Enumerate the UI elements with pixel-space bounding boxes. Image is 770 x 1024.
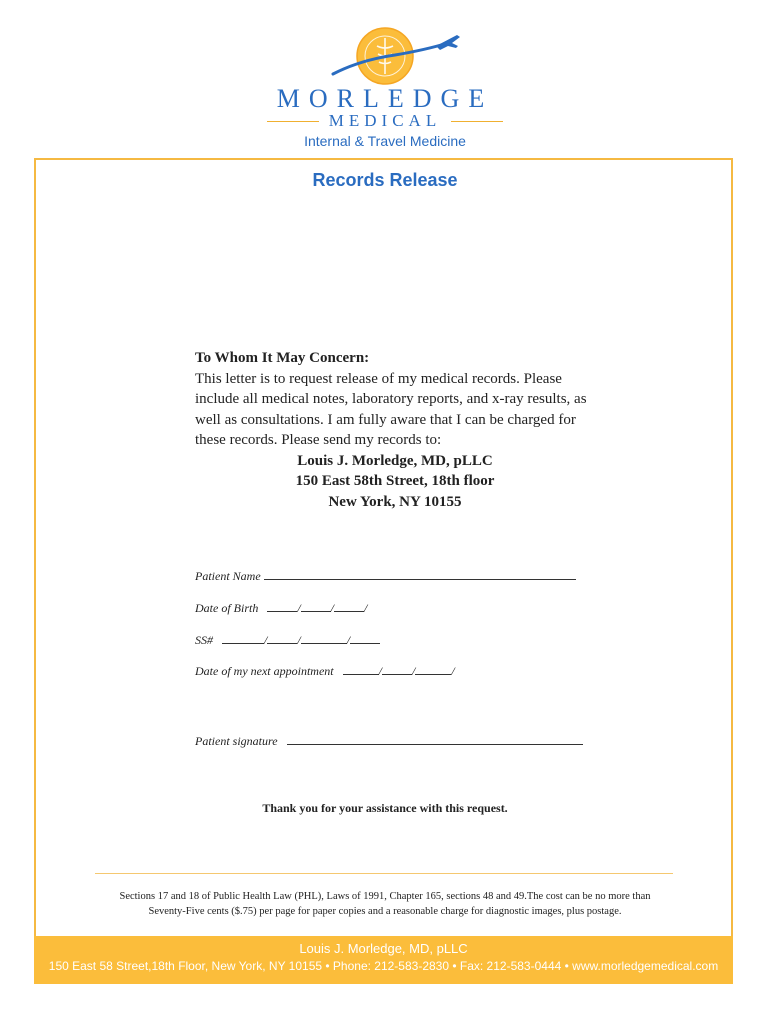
appointment-year-field[interactable] [415, 663, 451, 675]
form-title: Records Release [312, 170, 458, 190]
legal-notice [60, 889, 710, 919]
footer-bar [34, 936, 733, 984]
ssn-part2-field[interactable] [267, 632, 297, 644]
dob-row: Date of Birth / / / [195, 601, 368, 615]
letter-text: This letter is to request release of my medical records. Please include all medical notes, laboratory reports, and x-ray results, as well as consultations. I am fully aware that I can be charged for these records. Please send my records to: [195, 370, 587, 448]
signature-label: Patient signature [195, 734, 278, 748]
signature-row [195, 733, 583, 749]
airplane-icon [436, 35, 460, 50]
dob-year-field[interactable] [334, 600, 364, 612]
patient-name-label: Patient Name [195, 569, 261, 583]
legal-line-2: Seventy-Five cents ($.75) per page for paper copies and a reasonable charge for diagnostic images, plus postage. [148, 906, 622, 917]
letter-body [195, 348, 595, 512]
brand-tagline: Internal & Travel Medicine [304, 133, 466, 149]
appointment-row: Date of my next appointment / / / [195, 664, 455, 678]
address-line-3: New York, NY 10155 [328, 493, 462, 510]
ssn-row: SS# / / / [195, 632, 380, 648]
brand-name: MORLEDGE [276, 84, 494, 113]
appointment-day-field[interactable] [382, 663, 412, 675]
patient-name-row [195, 568, 576, 584]
divider [95, 873, 673, 874]
footer-address: 150 East 58 Street,18th Floor, New York, NY 10155 • Phone: 212-583-2830 • Fax: 212-583-0444 • www.morledgemedical.com [48, 959, 719, 973]
patient-name-field[interactable] [264, 568, 576, 580]
ssn-part4-field[interactable] [350, 632, 380, 644]
dob-day-field[interactable] [301, 600, 331, 612]
appointment-month-field[interactable] [343, 663, 379, 675]
ssn-label: SS# [195, 633, 213, 647]
thanks-note: Thank you for your assistance with this request. [262, 801, 508, 815]
appointment-label: Date of my next appointment [195, 664, 334, 678]
footer-name: Louis J. Morledge, MD, pLLC [299, 941, 468, 956]
ssn-part3-field[interactable] [301, 632, 347, 644]
greeting: To Whom It May Concern: [195, 350, 370, 366]
brand-sub-wrap [0, 111, 770, 131]
address-line-2: 150 East 58th Street, 18th floor [295, 473, 495, 489]
dob-month-field[interactable] [267, 600, 297, 612]
signature-field[interactable] [287, 733, 583, 745]
brand-sub: MEDICAL [319, 111, 451, 131]
legal-line-1: Sections 17 and 18 of Public Health Law (PHL), Laws of 1991, Chapter 165, sections 48 and 49.The cost can be no more than [119, 891, 651, 902]
ssn-part1-field[interactable] [222, 632, 264, 644]
dob-label: Date of Birth [195, 601, 259, 615]
address-line-1: Louis J. Morledge, MD, pLLC [297, 452, 493, 469]
